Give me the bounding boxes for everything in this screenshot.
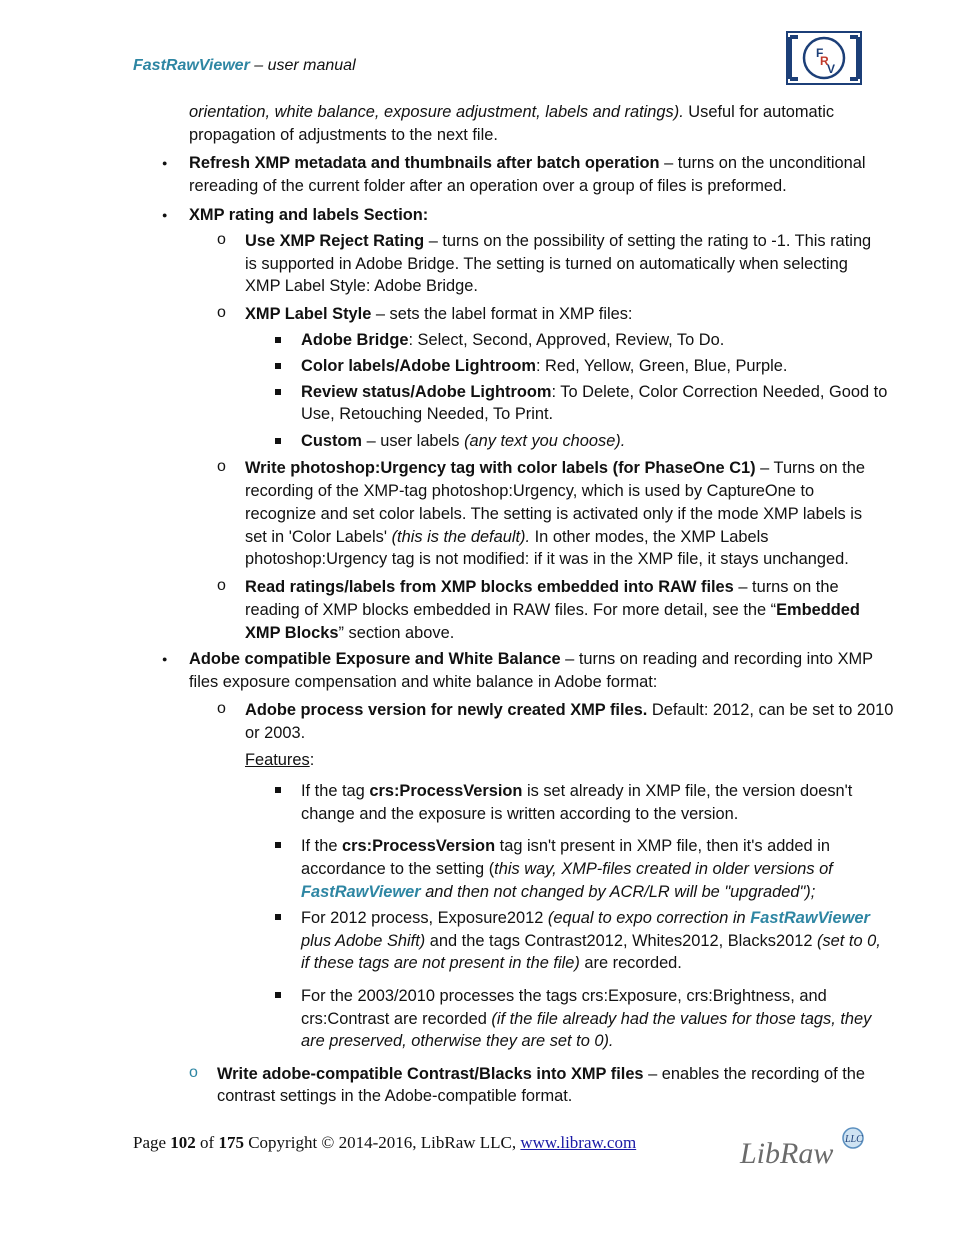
text-line: or 2003. — [245, 724, 306, 742]
italic-text: if these tags are not present in the file) — [301, 954, 580, 972]
circle-bullet-icon: o — [217, 458, 226, 475]
text-line: XMP Label Style: Adobe Bridge. — [245, 277, 478, 295]
text: set in 'Color Labels' — [245, 528, 392, 546]
text-line — [301, 780, 852, 803]
text: tag isn't present in XMP file, then it's added in — [495, 837, 830, 855]
svg-text:R: R — [820, 54, 829, 68]
text-line — [301, 930, 881, 953]
text: Useful for automatic — [683, 103, 835, 121]
text-line: photoshop:Urgency tag is not modified: if it was in the XMP file, it stays unchanged. — [245, 550, 849, 568]
frv-logo-icon — [786, 31, 862, 85]
circle-bullet-icon: o — [189, 1064, 198, 1081]
italic-text: and then not changed by ACR/LR will be "upgraded"); — [420, 883, 816, 901]
text-line — [301, 907, 870, 930]
text-line — [301, 952, 682, 975]
text: – sets the label format in XMP files: — [371, 305, 633, 323]
svg-text:V: V — [827, 62, 836, 76]
bold-term: Adobe Bridge — [301, 331, 409, 349]
bold-term: Adobe compatible Exposure and White Balance — [189, 650, 561, 668]
italic-text: are preserved, otherwise they are set to 0). — [301, 1032, 614, 1050]
text: – turns on the possibility of setting the rating to -1. This rating — [424, 232, 872, 250]
square-bullet-icon — [275, 363, 281, 369]
text-line — [301, 430, 625, 453]
text: accordance to the setting ( — [301, 860, 495, 878]
text-line — [189, 101, 834, 124]
copyright-text: Copyright © 2014-2016, LibRaw LLC, — [243, 1133, 521, 1152]
text-line: is supported in Adobe Bridge. The setting is turned on automatically when selecting — [245, 255, 848, 273]
text: crs:Contrast are recorded — [301, 1010, 492, 1028]
text-line: change and the exposure is written according to the version. — [301, 805, 739, 823]
italic-text: (this is the default). — [391, 528, 531, 546]
text-line — [301, 858, 833, 881]
text-line — [301, 329, 724, 352]
bullet-icon — [162, 207, 167, 221]
text-line — [189, 204, 428, 227]
bold-term: XMP Blocks — [245, 624, 339, 642]
text-line — [301, 355, 787, 378]
bold-term: Adobe process version for newly created XMP files. — [245, 701, 648, 719]
text-line — [189, 648, 873, 671]
text-line — [245, 699, 893, 722]
text-line — [301, 1030, 614, 1053]
text-line — [217, 1063, 865, 1086]
text-line: Use, Retouching Needed, To Print. — [301, 405, 554, 423]
circle-bullet-icon: o — [217, 700, 226, 717]
text-line: recording of the XMP-tag photoshop:Urgency, which is used by CaptureOne to — [245, 482, 815, 500]
libraw-badge-text: LLC — [845, 1134, 863, 1145]
text: – Turns on the — [755, 459, 865, 477]
text: – turns on the — [733, 578, 839, 596]
libraw-logo-text: LibRaw — [740, 1137, 834, 1170]
bold-term: Custom — [301, 432, 363, 450]
square-bullet-icon — [275, 389, 281, 395]
header-subtitle: – user manual — [249, 57, 356, 74]
page-total: 175 — [218, 1133, 244, 1152]
text-line — [245, 622, 454, 645]
underlined-text: Features — [245, 751, 310, 769]
bold-term: Refresh XMP metadata and thumbnails after batch operation — [189, 154, 660, 172]
header-brand: FastRawViewer — [133, 57, 250, 74]
text: of — [195, 1133, 219, 1152]
italic-text: plus Adobe Shift) — [301, 932, 426, 950]
bullet-icon — [162, 651, 167, 665]
text: and the tags Contrast2012, Whites2012, Blacks2012 — [425, 932, 818, 950]
text-line: contrast settings in the Adobe-compatible format. — [217, 1087, 573, 1105]
square-bullet-icon — [275, 438, 281, 444]
text: reading of XMP blocks embedded in RAW files. For more detail, see the “ — [245, 601, 777, 619]
text: In other modes, the XMP Labels — [530, 528, 769, 546]
bold-term: Use XMP Reject Rating — [245, 232, 425, 250]
bullet-icon — [162, 155, 167, 169]
square-bullet-icon — [275, 842, 281, 848]
bold-term: Read ratings/labels from XMP blocks embedded into RAW files — [245, 578, 734, 596]
bold-term: Color labels/Adobe Lightroom — [301, 357, 536, 375]
text: is set already in XMP file, the version doesn't — [522, 782, 853, 800]
text-line — [245, 599, 860, 622]
text: – turns on reading and recording into XMP — [560, 650, 874, 668]
bold-term: crs:ProcessVersion — [369, 782, 523, 800]
text-line: recognize and set color labels. The setting is activated only if the mode XMP labels is — [245, 505, 863, 523]
bold-term: Write photoshop:Urgency tag with color labels (for PhaseOne C1) — [245, 459, 756, 477]
text: Page — [133, 1133, 171, 1152]
text: ” section above. — [338, 624, 455, 642]
italic-text: (any text you choose). — [464, 432, 626, 450]
text-line: propagation of adjustments to the next file. — [189, 126, 498, 144]
brand-text: FastRawViewer — [750, 909, 870, 927]
text: For 2012 process, Exposure2012 — [301, 909, 548, 927]
square-bullet-icon — [275, 337, 281, 343]
italic-text: this way, XMP-files created in older versions of — [494, 860, 833, 878]
circle-bullet-icon: o — [217, 577, 226, 594]
circle-bullet-icon: o — [217, 231, 226, 248]
text-line: files exposure compensation and white balance in Adobe format: — [189, 673, 658, 691]
brand-text: FastRawViewer — [301, 883, 421, 901]
text-line — [301, 835, 830, 858]
header-title — [133, 57, 356, 75]
italic-text: orientation, white balance, exposure adjustment, labels and ratings). — [189, 103, 684, 121]
libraw-logo-icon — [738, 1125, 870, 1170]
page-number: 102 — [170, 1133, 196, 1152]
text: If the tag — [301, 782, 370, 800]
text-line: rereading of the current folder after an operation over a group of files is preformed. — [189, 177, 787, 195]
text: are recorded. — [579, 954, 682, 972]
square-bullet-icon — [275, 787, 281, 793]
bold-term: XMP rating and labels Section: — [189, 206, 429, 224]
square-bullet-icon — [275, 992, 281, 998]
text: – enables the recording of the — [643, 1065, 865, 1083]
bold-term: Write adobe-compatible Contrast/Blacks into XMP files — [217, 1065, 644, 1083]
text-line — [189, 152, 866, 175]
text-line — [301, 381, 887, 404]
italic-text: (equal to expo correction in — [547, 909, 751, 927]
italic-text: (set to 0, — [817, 932, 881, 950]
text: – user labels — [362, 432, 465, 450]
text: : — [309, 751, 315, 769]
text: : Select, Second, Approved, Review, To Do. — [408, 331, 725, 349]
text: If the — [301, 837, 343, 855]
circle-bullet-icon: o — [217, 304, 226, 321]
page-footer — [133, 1133, 636, 1153]
text-line — [245, 230, 871, 253]
svg-text:F: F — [816, 46, 824, 60]
text: : To Delete, Color Correction Needed, Good to — [551, 383, 888, 401]
website-link[interactable]: www.libraw.com — [520, 1133, 637, 1152]
bold-term: Review status/Adobe Lightroom — [301, 383, 552, 401]
text-line — [301, 1008, 871, 1031]
square-bullet-icon — [275, 914, 281, 920]
text: Default: 2012, can be set to 2010 — [647, 701, 894, 719]
italic-text: (if the file already had the values for those tags, they — [491, 1010, 872, 1028]
bold-term: XMP Label Style — [245, 305, 372, 323]
text: – turns on the unconditional — [659, 154, 866, 172]
text-line — [245, 749, 314, 772]
text-line — [245, 303, 632, 326]
text-line — [245, 576, 839, 599]
text: : Red, Yellow, Green, Blue, Purple. — [535, 357, 788, 375]
text-line — [245, 526, 768, 549]
bold-term: Embedded — [776, 601, 860, 619]
bold-term: crs:ProcessVersion — [342, 837, 496, 855]
text-line — [245, 457, 865, 480]
text-line: For the 2003/2010 processes the tags crs:Exposure, crs:Brightness, and — [301, 987, 827, 1005]
text-line — [301, 881, 815, 904]
